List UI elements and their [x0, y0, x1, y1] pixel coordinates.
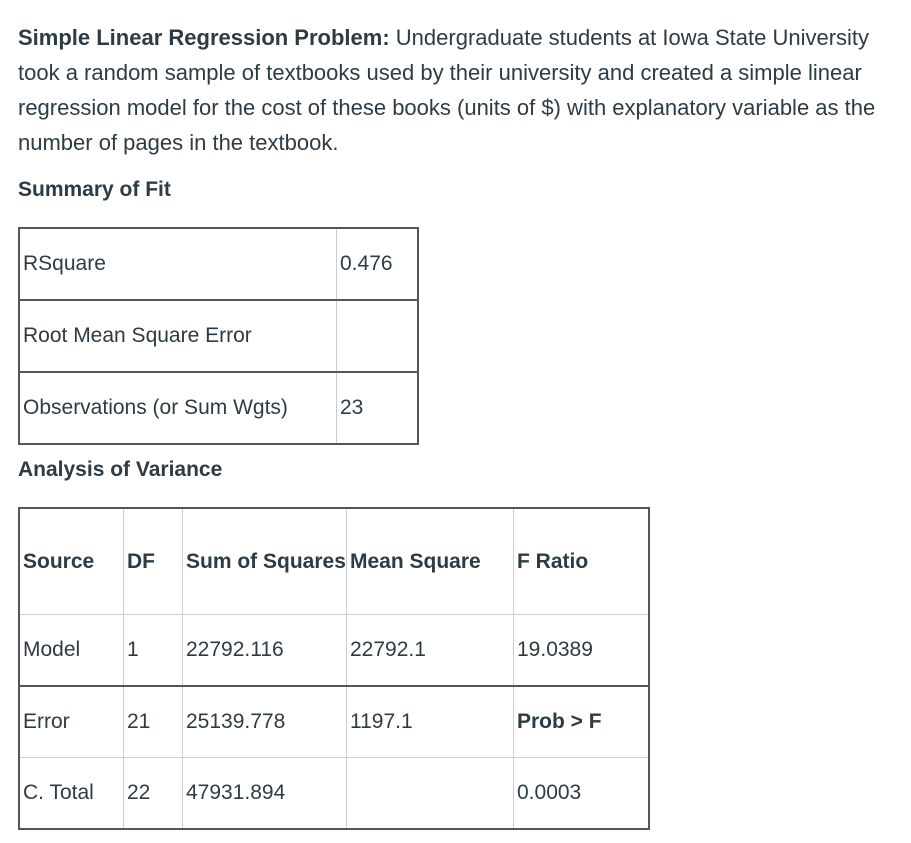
fit-label-rmse: Root Mean Square Error	[19, 300, 337, 372]
cell-mean-square	[347, 758, 514, 830]
col-header-source: Source	[19, 508, 124, 615]
cell-sum-of-squares: 25139.778	[183, 686, 347, 758]
cell-source: Model	[19, 615, 124, 687]
table-row	[19, 758, 649, 830]
fit-label-observations: Observations (or Sum Wgts)	[19, 372, 337, 444]
table-row	[19, 615, 649, 687]
cell-df: 1	[124, 615, 183, 687]
cell-df: 22	[124, 758, 183, 830]
anova-heading: Analysis of Variance	[18, 458, 223, 481]
cell-sum-of-squares: 22792.116	[183, 615, 347, 687]
fit-value-rsquare: 0.476	[337, 228, 419, 300]
cell-df: 21	[124, 686, 183, 758]
problem-text: Undergraduate students at Iowa State University took a random sample of textbooks used by their university and created a simple linear regression model for the cost of these books (units of $) with explanatory variable as the number of pages in the textbook.	[18, 25, 876, 155]
anova-header-row	[19, 508, 649, 615]
cell-prob-f-value: 0.0003	[514, 758, 650, 830]
table-row	[19, 300, 418, 372]
col-header-df: DF	[124, 508, 183, 615]
table-row	[19, 372, 418, 444]
anova-table	[18, 507, 650, 830]
summary-of-fit-table	[18, 227, 419, 445]
cell-source: C. Total	[19, 758, 124, 830]
table-row	[19, 686, 649, 758]
table-row	[19, 228, 418, 300]
col-header-sum-of-squares: Sum of Squares	[183, 508, 347, 615]
summary-of-fit-heading: Summary of Fit	[18, 178, 171, 201]
cell-mean-square: 1197.1	[347, 686, 514, 758]
cell-source: Error	[19, 686, 124, 758]
col-header-f-ratio: F Ratio	[514, 508, 650, 615]
cell-prob-f-label: Prob > F	[514, 686, 650, 758]
problem-statement	[18, 20, 898, 160]
fit-value-observations: 23	[337, 372, 419, 444]
fit-label-rsquare: RSquare	[19, 228, 337, 300]
fit-value-rmse	[337, 300, 419, 372]
cell-mean-square: 22792.1	[347, 615, 514, 687]
col-header-mean-square: Mean Square	[347, 508, 514, 615]
cell-f-ratio: 19.0389	[514, 615, 650, 687]
cell-sum-of-squares: 47931.894	[183, 758, 347, 830]
problem-lead: Simple Linear Regression Problem:	[18, 25, 390, 50]
